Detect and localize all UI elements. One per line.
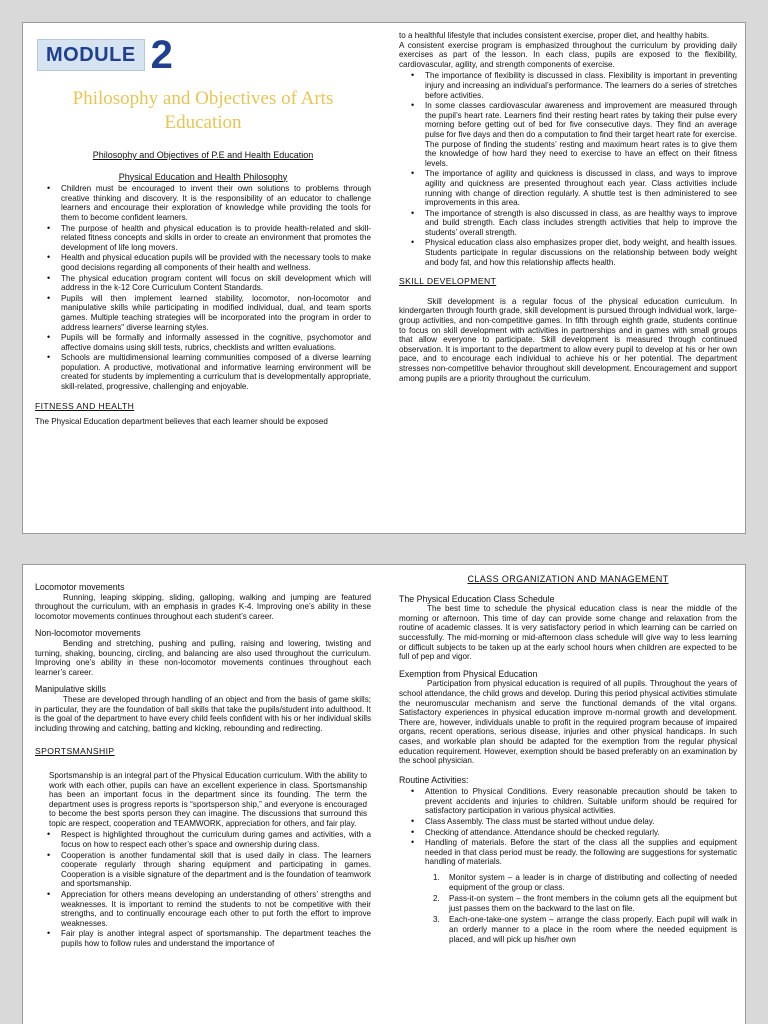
manipulative-text: These are developed through handling of an object and from the basis of game skills; in particular, they are the foundation of ball skills that take the pupils/student into adulthood. It is the goal of the department to have every child feels confident with his or her individual skills including throwing and catching, batting and kicking, rebounding and redirecting. <box>35 694 371 733</box>
list-item: • The importance of flexibility is discussed in class. Flexibility is important in preventing injury and increasing an individual’s performance. The learners do a series of stretches before activities. <box>399 71 737 100</box>
fitness-intro: The Physical Education department believes that each learner should be exposed <box>35 417 328 427</box>
item-number: 3. <box>433 915 440 925</box>
section-subtitle: Philosophy and Objectives of P.E and Health Education <box>92 150 314 160</box>
list-item <box>433 915 737 944</box>
list-item: • Appreciation for others means developing an understanding of others’ strengths and weaknesses. It is important to remind the students to not be competitive with their strengths, and to continually encourage each other to put forth the effort to improve weaknesses. <box>35 890 371 928</box>
document-page-2 <box>22 564 746 1024</box>
list-item: • Schools are multidimensional learning communities composed of a diverse learning population. A productive, motivational and informative learning environment will be created for students by implementing a curriculum that is developmentally appropriate, skill-related, progressive, challenging and enjoyable. <box>35 353 371 391</box>
sportsmanship-heading: SPORTSMANSHIP <box>35 746 115 757</box>
list-item: • Attention to Physical Conditions. Every reasonable precaution should be taken to prevent accidents and injuries to children. Suitable uniform should be required for satisfactory participation in various physical activities. <box>399 787 737 816</box>
fitness-intro-continued: to a healthful lifestyle that includes consistent exercise, proper diet, and healthy habits. <box>399 31 709 40</box>
list-item: • The physical education program content will focus on skill development which will address in the k-12 Core Curriculum Content Standards. <box>35 274 371 293</box>
list-item: • Fair play is another integral aspect of sportsmanship. The department teaches the pupils how to follow rules and understand the importance of <box>35 929 371 948</box>
module-number: 2 <box>150 33 173 77</box>
class-org-heading: CLASS ORGANIZATION AND MANAGEMENT <box>467 574 669 584</box>
list-item: • Physical education class also emphasizes proper diet, body weight, and health issues. Students participate in regular discussions on the relationship between body weight and body fat, and how this relationship affects health. <box>399 238 737 267</box>
list-item: • In some classes cardiovascular awareness and improvement are measured through the pupil’s heart rate. Learners find their resting heart rates by taking their pulse every morning before getting out of bed for five consecutive days. They find an average pulse for five days and then do a computation to find their target heart rate for exercise. The purpose of finding the students’ resting and maximum heart rates is to give them the knowledge of how hard they need to exercise to have an effect on their fitness levels. <box>399 101 737 168</box>
list-item: • The purpose of health and physical education is to provide health-related and skill-related fitness concepts and skills in order to create an environment that promotes the development of life long movers. <box>35 224 371 253</box>
skill-text: Skill development is a regular focus of the physical education curriculum. In kindergarten through fourth grade, skill development is pursued through individual work, large-group activities, and non-competitive games. In fifth through eighth grade, students continue to focus on skill development with activities in partnerships and in games with small groups that allow everyone to participate. Skill development is measured through continued observation. It is important to the department to allow every pupil to develop at his or her own pace, and to encourage each individual to achieve his or her potential. The department stresses non-competitive behavior throughout skill development. Encouragement and support among pupils are a priority throughout the curriculum. <box>399 296 737 383</box>
philosophy-list <box>35 184 371 391</box>
item-number: 1. <box>433 873 440 883</box>
list-item: • Handling of materials. Before the start of the class all the supplies and equipment needed in that class period must be ready. the following are suggestions for systematic handling of materials. <box>399 838 737 867</box>
nonlocomotor-text: Bending and stretching, pushing and pulling, raising and lowering, twisting and turning, shaking, bouncing, circling, and balancing are also used throughout the curriculum. Improving one’s ability in these non-locomotor movements continues throughout each learner’s career. <box>35 638 371 677</box>
schedule-heading: The Physical Education Class Schedule <box>399 593 555 604</box>
module-badge <box>37 35 173 75</box>
exercise-program-text: A consistent exercise program is emphasized throughout the curriculum by providing daily exercises as part of the lesson. In each class, pupils are exposed to the flexibility, cardiovascular, agility, and strength components of exercise. <box>399 40 737 69</box>
materials-systems-list <box>433 873 737 944</box>
schedule-text: The best time to schedule the physical education class is near the middle of the morning or afternoon. This time of day can provide some change and relaxation from the routine of academic classes. It is very satisfactory period in which learning can be carried on successfully. The mid-morning or mid-afternoon class schedule will give way to less learning or difficult subjects to be taken up at the early school hours when children are expected to be full of pep and vigor. <box>399 604 737 662</box>
list-item: • Cooperation is another fundamental skill that is used daily in class. The learners cooperate regularly through sharing equipment and participating in games. Cooperation is a visible signature of the department and is the foundation of teamwork and sportsmanship. <box>35 851 371 889</box>
page2-right-column <box>399 575 737 946</box>
list-item: • Children must be encouraged to invent their own solutions to problems through creative thinking and discovery. It is the responsibility of an educator to challenge learners and encourage their exploration of knowledge while providing the tools for them to become confident learners. <box>35 184 371 222</box>
fitness-list <box>399 71 737 267</box>
exemption-heading: Exemption from Physical Education <box>399 668 538 679</box>
list-item <box>433 873 737 892</box>
page2-left-column <box>35 575 371 950</box>
locomotor-text: Running, leaping skipping, sliding, galloping, walking and jumping are featured throughout the curriculum, with an emphasis in grades K-4. Improving one’s ability in these locomotor movements continues throughout each student’s career. <box>35 592 371 621</box>
sportsmanship-text: Sportsmanship is an integral part of the Physical Education curriculum. With the ability to work with each other, pupils can have an excellent experience in class. Sportsmanship has been an important focus in the department since its founding. The term the department uses is progress reports is “sportsperson ship,” and everyone is encouraged to become the best sports person they can imagine. The discussions that surround this topic are respect, cooperation and TEAMWORK, appreciation for others, and fair play. <box>49 770 367 828</box>
list-item: • Respect is highlighted throughout the curriculum during games and activities, with a focus on how to respect each other’s space and ownership during class. <box>35 830 371 849</box>
list-item <box>433 894 737 913</box>
item-text: Pass-it-on system – the front members in the column gets all the equipment but just passes them on the backward to the last on file. <box>449 894 737 913</box>
page1-left-column <box>35 33 371 427</box>
manipulative-heading: Manipulative skills <box>35 684 106 695</box>
item-text: Monitor system – a leader is in charge of distributing and collecting of needed equipment of the group or class. <box>449 873 737 892</box>
routine-list <box>399 787 737 867</box>
skill-heading: SKILL DEVELOPMENT <box>399 276 497 287</box>
exemption-text: Participation from physical education is required of all pupils. Throughout the years of school attendance, the child grows and develop. During this period physical activities stimulate the neuromuscular mechanism and serve the functional demands of the vital organs. Satisfactory experiences in physical education improve m-normal growth and development. There are, however, individuals unable to profit in the required program because of impaired organs, recent operations, serious disease, injuries and other physical handicaps. In such cases, and workable plan should be adapted for the exemption from the regular physical education requirement. However, exemption should be based preferably on an examination by the school physician. <box>399 679 737 766</box>
routine-heading: Routine Activities: <box>399 774 469 785</box>
document-page-1 <box>22 22 746 534</box>
list-item: • Pupils will then implement learned stability, locomotor, non-locomotor and manipulative skills while participating in modified individual, dual, and team sports games. Multiple teaching strategies will be incorporated into the program in order to address learners" diverse learning styles. <box>35 294 371 332</box>
sportsmanship-list <box>35 830 371 948</box>
locomotor-heading: Locomotor movements <box>35 582 125 592</box>
item-number: 2. <box>433 894 440 904</box>
page-title: Philosophy and Objectives of Arts Education <box>72 88 334 133</box>
nonlocomotor-heading: Non-locomotor movements <box>35 628 141 639</box>
list-item: • Class Assembly. The class must be started without undue delay. <box>399 817 737 827</box>
page1-right-column <box>399 31 737 383</box>
list-item: • The importance of strength is also discussed in class, as are healthy ways to improve and build strength. Each class includes strength activities that help to improve the students’ overall strength. <box>399 209 737 238</box>
list-item: • The importance of agility and quickness is discussed in class, and ways to improve agility and quickness are presented throughout each year. Class activities include running with change of direction regularly. A shuttle test is then administered to see improvements in this area. <box>399 169 737 207</box>
list-item: • Health and physical education pupils will be provided with the necessary tools to make good decisions regarding all components of their health and wellness. <box>35 253 371 272</box>
item-text: Each-one-take-one system – arrange the class properly. Each pupil will walk in an orderly manner to a place in the room where the needed equipment is placed, and will pick up his/her own <box>449 915 737 944</box>
module-label: MODULE <box>37 39 145 71</box>
list-item: • Checking of attendance. Attendance should be checked regularly. <box>399 828 737 838</box>
philosophy-heading: Physical Education and Health Philosophy <box>118 171 288 182</box>
fitness-heading: FITNESS AND HEALTH <box>35 400 135 411</box>
list-item: • Pupils will be formally and informally assessed in the cognitive, psychomotor and affective domains using skill tests, rubrics, checklists and written evaluations. <box>35 333 371 352</box>
